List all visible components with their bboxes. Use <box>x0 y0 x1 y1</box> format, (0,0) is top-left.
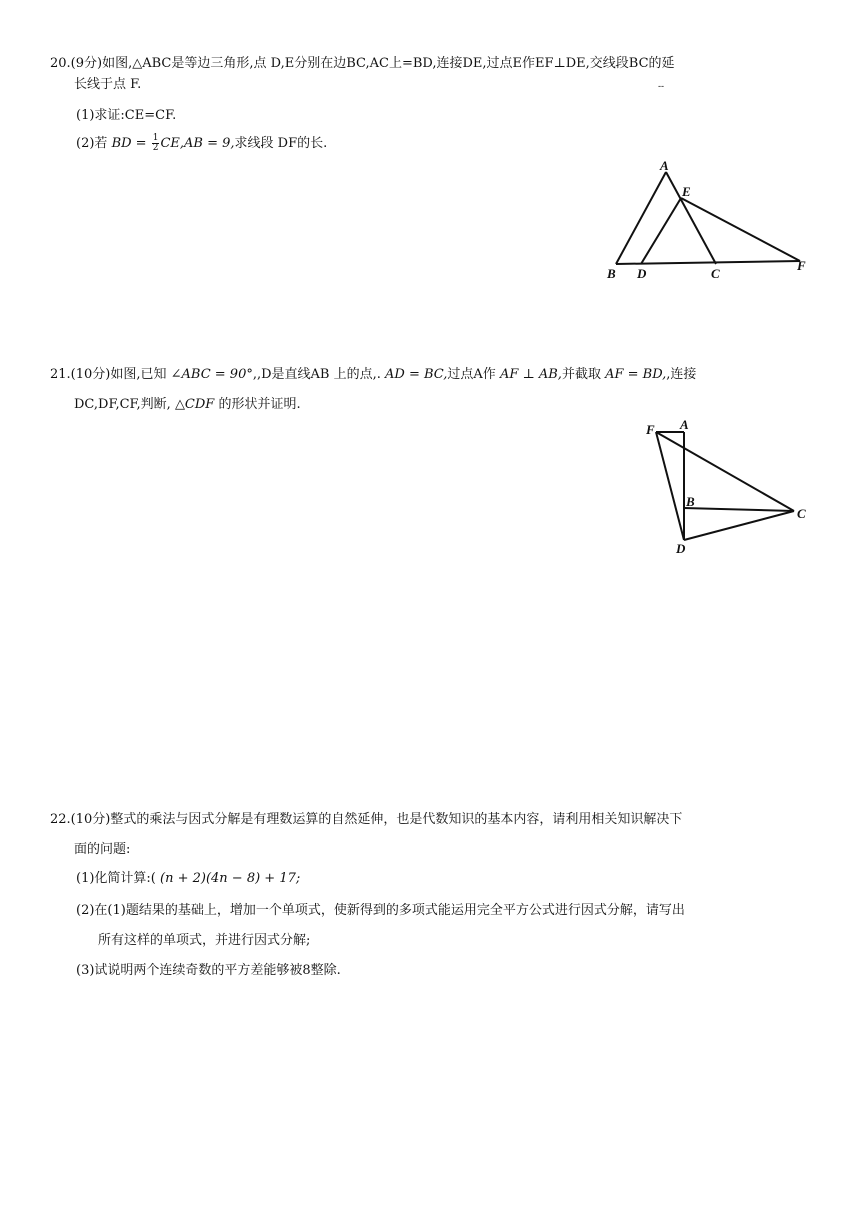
q20-stem-line2: 长线于点 F. <box>74 77 142 92</box>
q20-figure <box>600 155 815 287</box>
q21-angle: ∠ABC = 90° <box>170 367 253 382</box>
segment-fd <box>656 432 684 540</box>
label-d: D <box>676 541 686 556</box>
q21-stem-line1 <box>50 366 696 384</box>
q20-part2-ce: CE,AB <box>160 136 203 151</box>
label-b: B <box>686 494 695 509</box>
q21-af-perp: AF ⊥ AB, <box>499 367 562 382</box>
stray-mark: -- <box>658 82 665 92</box>
q20-part2-suffix: 求线段 DF的长. <box>234 136 328 151</box>
q21-line1-b: ,,D是直线AB 上的点,. <box>252 367 386 382</box>
segment-ac <box>666 172 716 264</box>
q20-stem-line1: 20.(9分)如图,△ABC是等边三角形,点 D,E分别在边BC,AC上=BD,连接DE,过点E作EF⊥DE,交线段BC的延 <box>50 56 675 71</box>
q21-line1-a: 21.(10分)如图,已知 <box>50 367 171 382</box>
q22-part3: (3)试说明两个连续奇数的平方差能够被8整除. <box>76 963 341 978</box>
label-d: D <box>637 266 647 281</box>
q21-stem-line2 <box>74 396 301 414</box>
segment-bc <box>684 508 794 511</box>
label-b: B <box>607 266 616 281</box>
q22-part2-line2: 所有这样的单项式，并进行因式分解; <box>98 933 311 948</box>
q21-line1-e: ,连接 <box>666 367 697 382</box>
segment-ef <box>681 198 800 261</box>
q21-triangle: △CDF <box>174 397 215 412</box>
segment-ab <box>616 172 666 264</box>
q20-part2 <box>76 134 327 153</box>
q22-part1 <box>76 870 300 888</box>
q21-line1-d: 并截取 <box>561 367 606 382</box>
q20-fraction-num: 1 <box>152 133 159 143</box>
q20-part2-eq: = <box>131 136 151 151</box>
q21-ad-bc: AD = BC, <box>385 367 448 382</box>
q22-part2-line1: (2)在(1)题结果的基础上，增加一个单项式，使新得到的多项式能运用完全平方公式进行因式分解，请写出 <box>76 903 685 918</box>
label-a: A <box>660 158 669 173</box>
q22-part1-prefix: (1)化简计算:( <box>76 871 160 886</box>
label-f: F <box>646 422 655 437</box>
q21-line2-a: DC,DF,CF,判断, <box>74 397 175 412</box>
q20-part1: (1)求证:CE=CF. <box>76 108 177 123</box>
q22-stem-line2: 面的问题: <box>74 842 131 857</box>
label-a: A <box>680 417 689 432</box>
q21-line1-c: 过点A作 <box>447 367 500 382</box>
q20-fraction-den: 2 <box>152 143 159 153</box>
q20-part2-rest: = 9, <box>202 136 235 151</box>
label-c: C <box>711 266 720 281</box>
segment-fc <box>656 432 794 511</box>
q20-part2-prefix: (2)若 <box>76 136 112 151</box>
q21-af-bd: AF = BD, <box>605 367 667 382</box>
label-e: E <box>682 184 691 199</box>
label-f: F <box>797 258 806 273</box>
label-c: C <box>797 506 806 521</box>
q22-stem-line1: 22.(10分)整式的乘法与因式分解是有理数运算的自然延伸，也是代数知识的基本内容，请利用相关知识解决下 <box>50 812 683 827</box>
q20-part2-bd: BD <box>111 136 132 151</box>
q21-figure <box>640 412 810 560</box>
segment-dc <box>684 511 794 540</box>
q21-line2-b: 的形状并证明. <box>214 397 301 412</box>
q22-part1-expression: (n + 2)(4n − 8) + 17; <box>160 871 301 886</box>
q20-part2-fraction <box>152 134 160 153</box>
